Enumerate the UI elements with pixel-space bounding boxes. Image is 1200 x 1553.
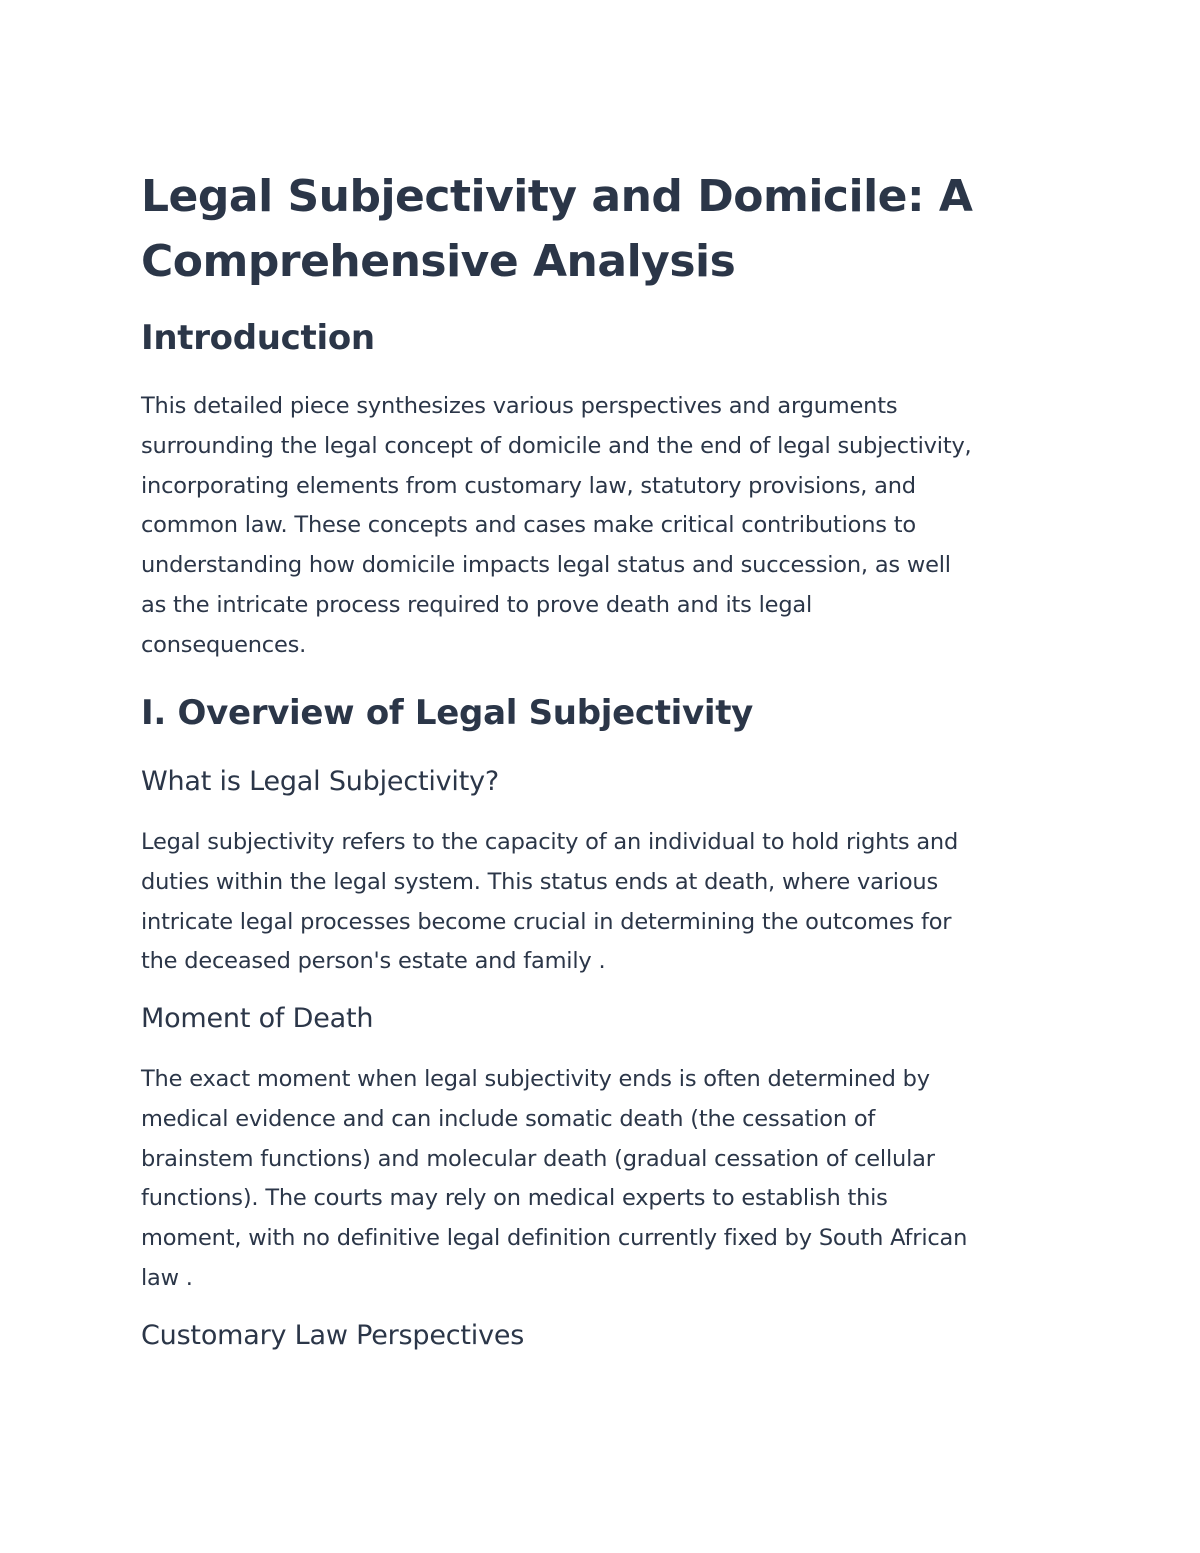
paragraph-line: brainstem functions) and molecular death (gradual cessation of cellular xyxy=(141,1145,935,1172)
paragraph-line: law . xyxy=(141,1264,193,1291)
paragraph-line: This detailed piece synthesizes various perspectives and arguments xyxy=(141,393,898,419)
what-is-paragraph xyxy=(141,823,1066,982)
paragraph-line: incorporating elements from customary law, statutory provisions, and xyxy=(141,472,916,499)
document-title xyxy=(141,164,972,294)
paragraph-line: Legal subjectivity refers to the capacity of an individual to hold rights and xyxy=(141,829,959,855)
introduction-heading: Introduction xyxy=(141,318,375,358)
subheading-moment-of-death: Moment of Death xyxy=(141,1003,374,1034)
title-line: Comprehensive Analysis xyxy=(141,236,736,287)
paragraph-line: understanding how domicile impacts legal status and succession, as well xyxy=(141,552,951,579)
subheading-customary-law: Customary Law Perspectives xyxy=(141,1320,525,1351)
paragraph-line: common law. These concepts and cases make critical contributions to xyxy=(141,512,916,539)
introduction-paragraph xyxy=(141,387,1066,666)
section-heading-overview: I. Overview of Legal Subjectivity xyxy=(141,693,754,733)
paragraph-line: intricate legal processes become crucial in determining the outcomes for xyxy=(141,908,952,935)
paragraph-line: The exact moment when legal subjectivity ends is often determined by xyxy=(141,1066,930,1092)
paragraph-line: as the intricate process required to prove death and its legal xyxy=(141,591,813,618)
paragraph-line: duties within the legal system. This status ends at death, where various xyxy=(141,868,938,895)
paragraph-line: functions). The courts may rely on medical experts to establish this xyxy=(141,1185,888,1212)
paragraph-line: moment, with no definitive legal definition currently fixed by South African xyxy=(141,1225,968,1252)
moment-of-death-paragraph xyxy=(141,1060,1066,1299)
title-line: Legal Subjectivity and Domicile: A xyxy=(141,171,973,222)
paragraph-line: medical evidence and can include somatic death (the cessation of xyxy=(141,1105,876,1132)
paragraph-line: consequences. xyxy=(141,631,307,658)
paragraph-line: surrounding the legal concept of domicile and the end of legal subjectivity, xyxy=(141,432,972,459)
subheading-what-is: What is Legal Subjectivity? xyxy=(141,766,500,797)
paragraph-line: the deceased person's estate and family . xyxy=(141,948,606,975)
